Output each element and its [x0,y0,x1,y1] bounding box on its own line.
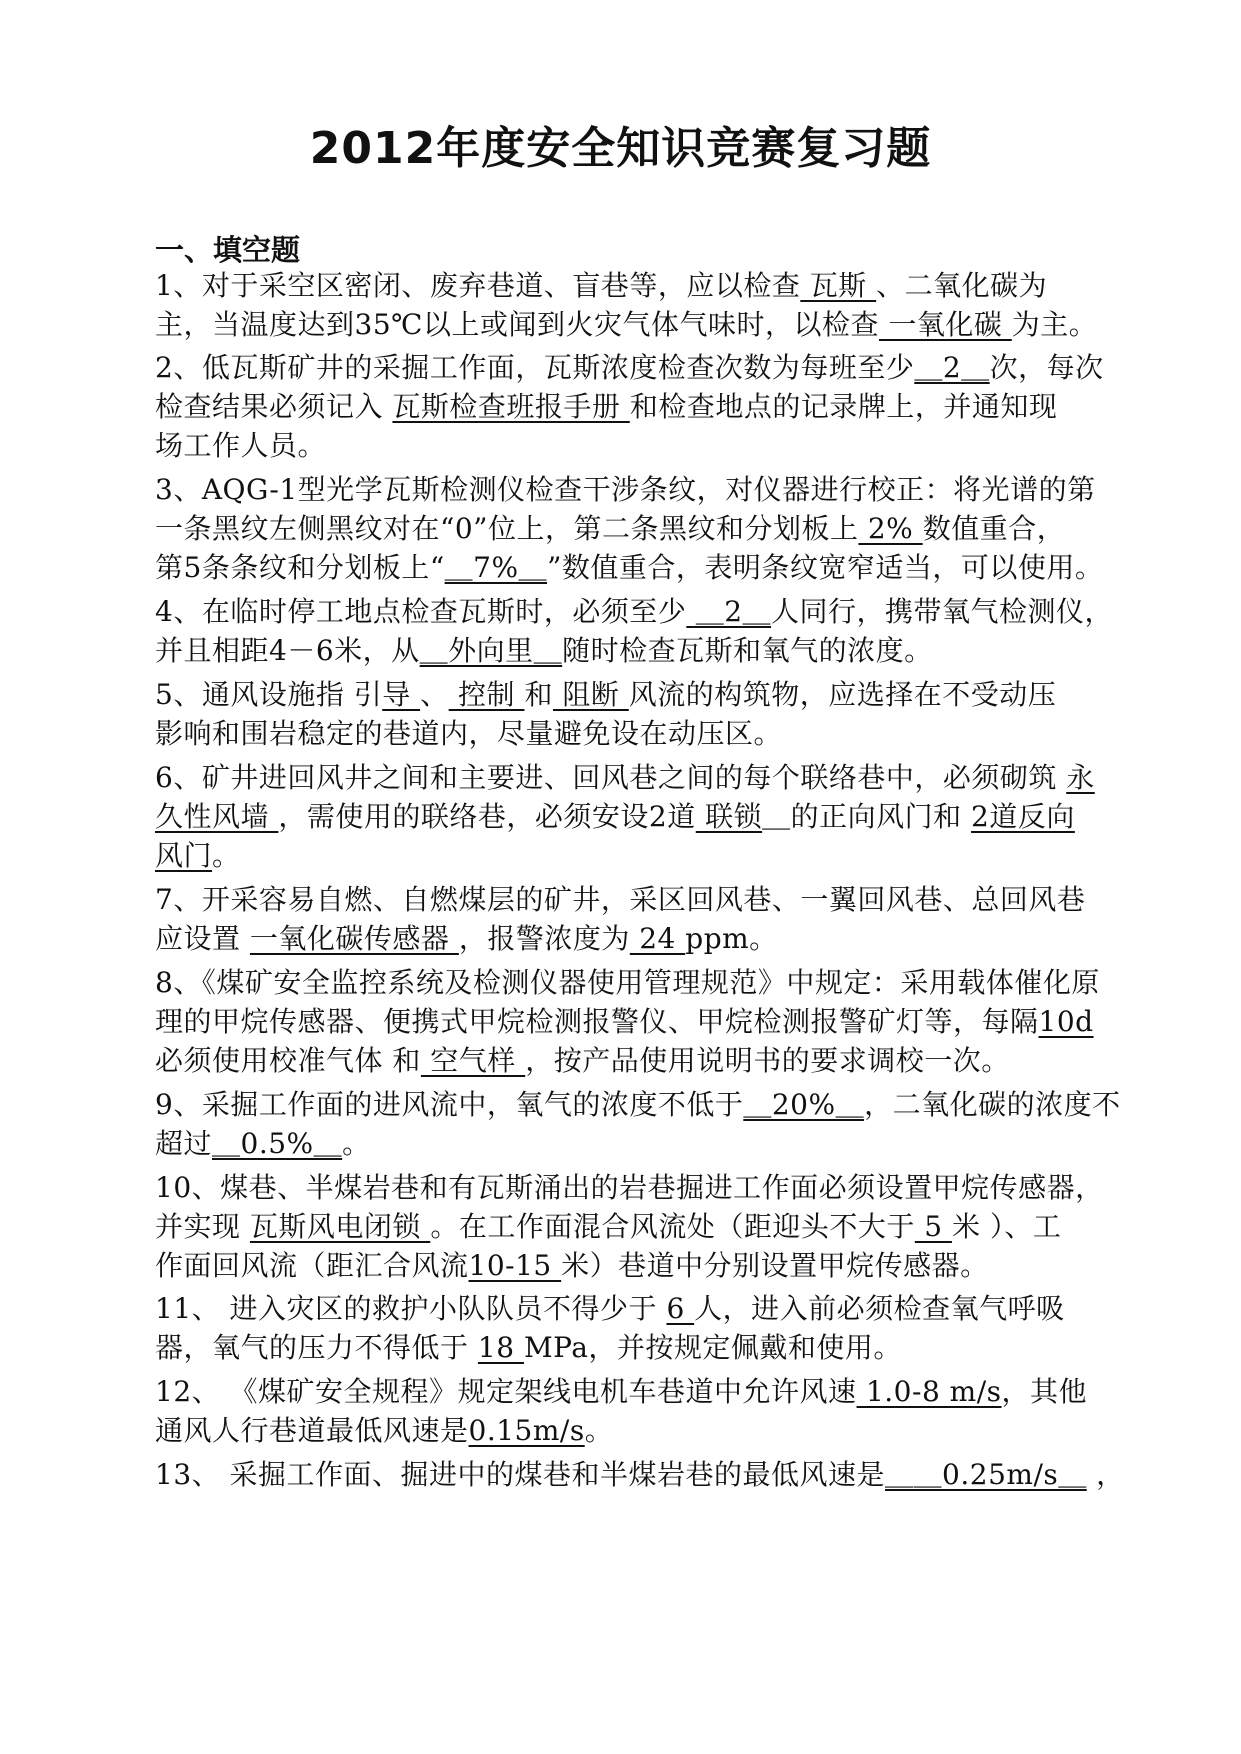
question-text: ＿的正向风门和 [762,800,972,833]
text-line [155,427,1115,465]
question-text: ，报警浓度为 [458,922,630,955]
question-text: 和 [524,678,553,711]
answer-blank: ＿2＿ [914,351,990,384]
answer-blank: ＿2＿ [686,595,772,628]
answer-blank: 导 [382,678,421,711]
answer-blank: 0.15m/s [468,1414,585,1447]
answer-blank: 控制 [448,678,525,711]
question-text: 主，当温度达到35℃以上或闻到火灾气体气味时，以检查 [155,308,879,341]
question-text: 。 [342,1127,371,1160]
text-line [155,388,1115,426]
question-text: 作面回风流（距汇合风流 [155,1249,469,1282]
answer-blank: 联锁 [695,800,763,833]
question-text: 应设置 [155,922,250,955]
text-line [155,1412,1115,1450]
question-text: 数值重合， [922,512,1066,545]
text-line [155,349,1115,387]
question-text: ，二氧化碳的浓度不 [864,1088,1121,1121]
answer-blank: ＿7%＿ [444,551,548,584]
text-line [155,267,1115,305]
question-text: ppm。 [685,922,778,955]
question-text: 7、开采容易自燃、自燃煤层的矿井，采区回风巷、一翼回风巷、总回风巷 [155,883,1086,916]
question-text: 场工作人员。 [155,429,327,462]
question-text: ，其他 [1001,1375,1088,1408]
answer-blank: 2道反向 [971,800,1075,833]
answer-blank: 久性风墙 [155,800,279,833]
question-text: 器，氧气的压力不得低于 [155,1331,478,1364]
question-text: 人，进入前必须检查氧气呼吸 [694,1292,1065,1325]
question-text: 米）巷道中分别设置甲烷传感器。 [561,1249,989,1282]
answer-blank: 10-15 [468,1249,562,1282]
question-text: 检查结果必须记入 [155,390,393,423]
text-line [155,1086,1121,1124]
question-text: ，需使用的联络巷，必须安设2道 [278,800,696,833]
question-text: 米 ）、工 [951,1210,1062,1243]
question-text: 。在工作面混合风流处（距迎头不大于 [430,1210,915,1243]
text-line [155,549,1115,587]
text-line [155,881,1115,919]
question-text: 、 [420,678,449,711]
answer-blank: 空气样 [420,1044,526,1077]
question-text: 13、 采掘工作面、掘进中的煤巷和半煤岩巷的最低风速是 [155,1458,886,1491]
text-line [155,798,1115,836]
text-line [155,1169,1115,1207]
text-line [155,1329,1115,1367]
answer-blank: 瓦斯风电闭锁 [249,1210,431,1243]
text-line [155,1208,1115,1246]
answer-blank: 24 [629,922,686,955]
question-text: 为主。 [1011,308,1098,341]
text-line [155,1290,1115,1328]
text-line [155,1373,1115,1411]
question-text: 8、《煤矿安全监控系统及检测仪器使用管理规范》中规定：采用载体催化原 [155,966,1100,999]
question-text: ”数值重合，表明条纹宽窄适当，可以使用。 [547,551,1104,584]
question-text: 2、低瓦斯矿井的采掘工作面，瓦斯浓度检查次数为每班至少 [155,351,915,384]
question-text: 人同行，携带氧气检测仪， [771,595,1114,628]
answer-blank: ＿＿0.25m/s＿ [885,1458,1087,1491]
question-text: ， [1086,1458,1125,1491]
question-text: 、二氧化碳为 [876,269,1048,302]
answer-blank: 瓦斯 [800,269,877,302]
text-line [155,964,1115,1002]
question-text: ，按产品使用说明书的要求调校一次。 [525,1044,1010,1077]
answer-blank: 10d [1038,1005,1094,1038]
question-text: 必须使用校准气体 和 [155,1044,421,1077]
question-text: 超过 [155,1127,213,1160]
question-text: 一条黑纹左侧黑纹对在“0”位上，第二条黑纹和分划板上 [155,512,859,545]
text-line [155,632,1115,670]
answer-blank: ＿外向里＿ [419,634,563,667]
text-line [155,1003,1115,1041]
question-text: 3、AQG-1型光学瓦斯检测仪检查干涉条纹，对仪器进行校正：将光谱的第 [155,473,1096,506]
text-line [155,837,1115,875]
answer-blank: 6 [666,1292,695,1325]
answer-blank: 瓦斯检查班报手册 [392,390,630,423]
text-line [155,715,1115,753]
text-line [155,920,1115,958]
question-text: MPa，并按规定佩戴和使用。 [523,1331,902,1364]
text-line [155,306,1115,344]
answer-blank: 风门 [155,839,213,872]
question-text: 理的甲烷传感器、便携式甲烷检测报警仪、甲烷检测报警矿灯等，每隔 [155,1005,1039,1038]
text-line [155,1125,1115,1163]
question-text: 。 [212,839,241,872]
answer-blank: 阻断 [552,678,629,711]
answer-blank: 2% [858,512,923,545]
answer-blank: ＿20%＿ [743,1088,865,1121]
question-text: 并且相距4－6米，从 [155,634,420,667]
question-text: 风流的构筑物，应选择在不受动压 [628,678,1057,711]
question-text: 通风人行巷道最低风速是 [155,1414,469,1447]
question-text: 第5条条纹和分划板上“ [155,551,445,584]
question-text: 5、通风设施指 引 [155,678,383,711]
question-text: 次，每次 [989,351,1104,384]
answer-blank: ＿0.5%＿ [212,1127,343,1160]
question-text: 6、矿井进回风井之间和主要进、回风巷之间的每个联络巷中，必须砌筑 [155,761,1067,794]
question-text: 并实现 [155,1210,250,1243]
text-line [155,593,1115,631]
answer-blank: 1.0-8 m/s [856,1375,1002,1408]
question-text: 和检查地点的记录牌上，并通知现 [629,390,1058,423]
text-line [155,1456,1125,1494]
section-heading: 一、填空题 [155,233,301,267]
question-text: 影响和围岩稳定的巷道内，尽量避免设在动压区。 [155,717,783,750]
answer-blank: 一氧化碳传感器 [249,922,459,955]
question-text: 4、在临时停工地点检查瓦斯时，必须至少 [155,595,687,628]
question-text: 1、对于采空区密闭、废弃巷道、盲巷等，应以检查 [155,269,801,302]
answer-blank: 18 [477,1331,524,1364]
answer-blank: 永 [1066,761,1095,794]
text-line [155,1042,1115,1080]
text-line [155,471,1115,509]
answer-blank: 一氧化碳 [878,308,1012,341]
answer-blank: 5 [914,1210,952,1243]
text-line [155,1247,1115,1285]
text-line [155,676,1115,714]
text-line [155,510,1115,548]
question-text: 。 [584,1414,614,1447]
text-line [155,759,1115,797]
question-text: 9、采掘工作面的进风流中，氧气的浓度不低于 [155,1088,744,1121]
question-text: 11、 进入灾区的救护小队队员不得少于 [155,1292,667,1325]
question-text: 12、 《煤矿安全规程》规定架线电机车巷道中允许风速 [155,1375,857,1408]
question-text: 随时检查瓦斯和氧气的浓度。 [562,634,933,667]
question-text: 10、煤巷、半煤岩巷和有瓦斯涌出的岩巷掘进工作面必须设置甲烷传感器， [155,1171,1104,1204]
document-title: 2012年度安全知识竞赛复习题 [309,123,932,174]
